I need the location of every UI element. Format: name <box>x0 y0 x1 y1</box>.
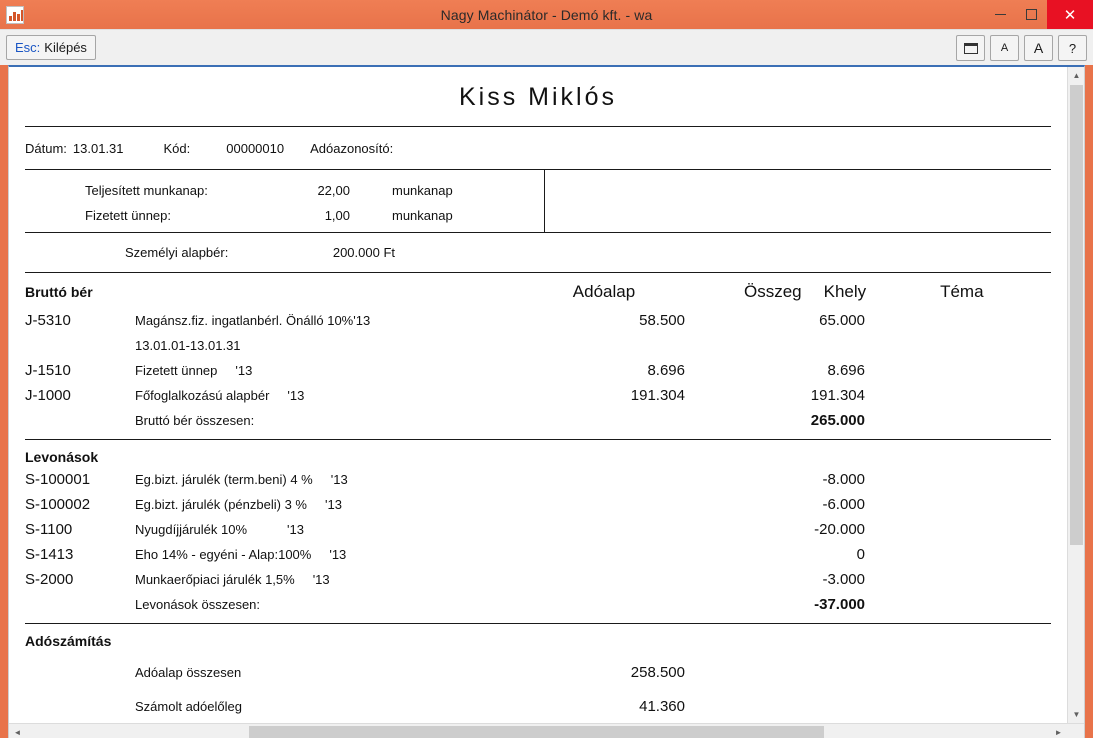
row-adoalap <box>545 517 685 542</box>
row-adoalap <box>545 542 685 567</box>
row-year: '13 <box>312 572 330 587</box>
row-code: S-2000 <box>25 571 74 588</box>
row-code: J-5310 <box>25 312 71 329</box>
row-code: J-1510 <box>25 362 71 379</box>
gross-total-label: Bruttó bér összesen: <box>135 413 255 428</box>
base-salary-value: 200.000 Ft <box>332 245 395 260</box>
tax-advance-label: Számolt adóelőleg <box>135 699 242 714</box>
column-header-adoalap: Adóalap <box>572 282 636 301</box>
workday-row <box>25 178 544 203</box>
gross-section-title: Bruttó bér <box>25 284 93 300</box>
deductions-section-title: Levonások <box>25 449 99 465</box>
exit-button-shortcut: Esc: <box>15 40 41 55</box>
base-salary-row <box>25 233 1051 272</box>
title-bar <box>0 0 1093 29</box>
row-year: '13 <box>287 522 304 537</box>
table-row <box>25 467 1051 492</box>
base-salary-label: Személyi alapbér: <box>125 245 229 260</box>
row-code: S-1100 <box>25 521 73 538</box>
row-adoalap <box>545 467 685 492</box>
font-increase-button[interactable]: A <box>1024 35 1053 61</box>
column-header-osszeg: Összeg <box>743 282 802 301</box>
row-description: Nyugdíjjárulék 10% <box>135 522 248 537</box>
vertical-scroll-thumb[interactable] <box>1070 85 1083 545</box>
table-row <box>25 333 1051 358</box>
table-row <box>25 383 1051 408</box>
table-row <box>25 358 1051 383</box>
table-row <box>25 308 1051 333</box>
row-osszeg <box>685 333 865 358</box>
workday-row <box>25 203 544 228</box>
row-adoalap <box>545 567 685 592</box>
minimize-button[interactable] <box>985 0 1016 29</box>
row-description: Fizetett ünnep <box>135 363 218 378</box>
tax-advance-value: 41.360 <box>639 698 685 715</box>
row-code: S-1413 <box>25 546 74 563</box>
row-description: Eg.bizt. járulék (pénzbeli) 3 % <box>135 497 307 512</box>
horizontal-scroll-thumb[interactable] <box>249 726 824 738</box>
horizontal-scrollbar[interactable] <box>9 723 1084 738</box>
payslip-page <box>9 67 1067 719</box>
date-value: 13.01.31 <box>72 140 124 156</box>
workdays-block <box>25 170 1051 232</box>
window-title: Nagy Machinátor - Demó kft. - wa <box>440 6 653 23</box>
exit-button[interactable] <box>6 35 96 60</box>
row-adoalap <box>545 492 685 517</box>
scroll-right-arrow[interactable]: ► <box>1050 724 1067 738</box>
row-adoalap: 58.500 <box>639 312 685 329</box>
workdays-right-empty <box>545 170 1051 232</box>
toolbar <box>0 29 1093 65</box>
row-osszeg: 8.696 <box>827 362 865 379</box>
workday-value: 22,00 <box>317 183 350 198</box>
workday-unit: munkanap <box>392 183 453 198</box>
gross-total-row <box>25 408 1051 433</box>
document-canvas <box>9 67 1067 723</box>
row-description: Munkaerőpiaci járulék 1,5% <box>135 572 295 587</box>
tax-row <box>25 685 1051 719</box>
page-title: Kiss Miklós <box>458 83 617 111</box>
taxid-label: Adóazonosító: <box>310 140 394 156</box>
row-description: 13.01.01-13.01.31 <box>135 338 241 353</box>
row-description: Magánsz.fiz. ingatlanbérl. Önálló 10%'13 <box>135 313 371 328</box>
row-adoalap <box>545 333 685 358</box>
deductions-total-value: -37.000 <box>814 596 865 613</box>
close-button[interactable]: ✕ <box>1047 0 1093 29</box>
deductions-total-row <box>25 592 1051 617</box>
code-value: 00000010 <box>226 140 285 156</box>
table-row <box>25 517 1051 542</box>
tax-section-title: Adószámítás <box>25 633 112 649</box>
row-code: S-100002 <box>25 496 91 513</box>
gross-section-header <box>25 273 1051 308</box>
tax-base-value: 258.500 <box>630 664 685 681</box>
app-chart-icon <box>6 6 24 24</box>
row-code: J-1000 <box>25 387 71 404</box>
maximize-button[interactable] <box>1016 0 1047 29</box>
row-year: '13 <box>324 497 342 512</box>
holiday-unit: munkanap <box>392 208 453 223</box>
help-button[interactable]: ? <box>1058 35 1087 61</box>
code-label: Kód: <box>163 140 191 156</box>
window-mode-button[interactable] <box>956 35 985 61</box>
row-code: S-100001 <box>25 471 91 488</box>
tax-row <box>25 651 1051 685</box>
gross-total-value: 265.000 <box>810 412 865 429</box>
scrollbar-corner <box>1067 724 1084 738</box>
scroll-left-arrow[interactable]: ◄ <box>9 724 26 738</box>
row-description: Eho 14% - egyéni - Alap:100% <box>135 547 312 562</box>
window-icon <box>964 43 978 54</box>
row-osszeg: 65.000 <box>819 312 865 329</box>
row-year: '13 <box>287 388 305 403</box>
row-osszeg: 0 <box>856 546 865 563</box>
window-controls <box>985 0 1093 29</box>
toolbar-right-group <box>956 35 1087 61</box>
vertical-scrollbar[interactable] <box>1067 67 1084 723</box>
row-description: Eg.bizt. járulék (term.beni) 4 % <box>135 472 313 487</box>
date-label: Dátum: <box>25 140 67 156</box>
table-row <box>25 567 1051 592</box>
row-adoalap: 8.696 <box>647 362 685 379</box>
holiday-value: 1,00 <box>324 208 350 223</box>
document-viewer <box>8 65 1085 738</box>
column-header-khely: Khely <box>823 282 867 301</box>
row-osszeg: -20.000 <box>814 521 865 538</box>
row-osszeg: -6.000 <box>822 496 865 513</box>
row-description: Főfoglalkozású alapbér <box>135 388 270 403</box>
holiday-label: Fizetett ünnep: <box>85 208 171 223</box>
scroll-up-arrow[interactable]: ▲ <box>1068 67 1085 84</box>
workday-label: Teljesített munkanap: <box>85 183 208 198</box>
workdays-left <box>25 170 545 232</box>
row-osszeg: -3.000 <box>822 571 865 588</box>
font-decrease-button[interactable]: A <box>990 35 1019 61</box>
deductions-total-label: Levonások összesen: <box>135 597 261 612</box>
column-header-tema: Téma <box>940 282 984 301</box>
header-info-row <box>25 127 1051 169</box>
exit-button-label: Kilépés <box>44 40 87 55</box>
row-year: '13 <box>330 472 348 487</box>
scroll-down-arrow[interactable]: ▼ <box>1068 706 1085 723</box>
row-year: '13 <box>235 363 253 378</box>
tax-base-label: Adóalap összesen <box>135 665 242 680</box>
row-osszeg: 191.304 <box>810 387 865 404</box>
row-year: '13 <box>329 547 347 562</box>
table-row <box>25 492 1051 517</box>
row-adoalap: 191.304 <box>630 387 685 404</box>
row-osszeg: -8.000 <box>822 471 865 488</box>
table-row <box>25 542 1051 567</box>
